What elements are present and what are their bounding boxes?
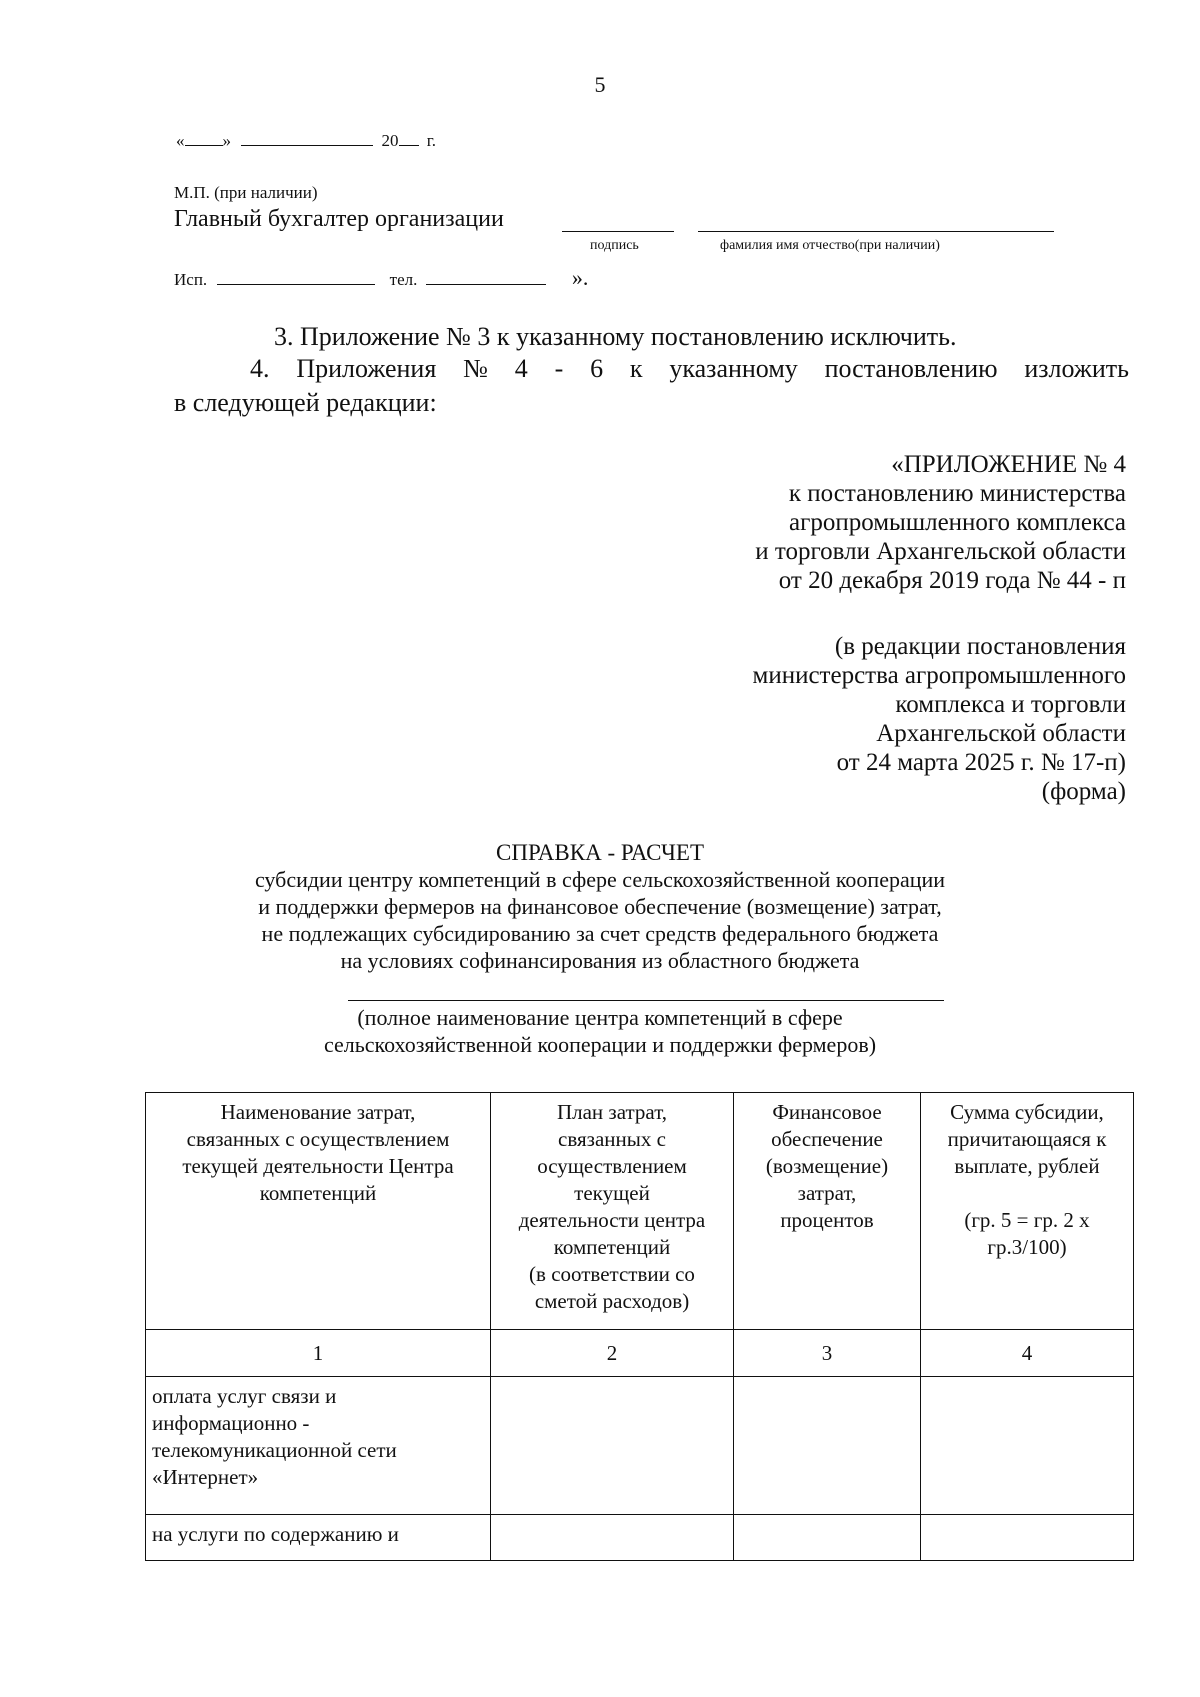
subsidy-amount-cell — [921, 1377, 1134, 1515]
header-financing-percent: Финансовое обеспечение (возмещение) затрат, процентов — [734, 1093, 921, 1330]
year-blank — [399, 144, 419, 146]
form-description-line: и поддержки фермеров на финансовое обеспечение (возмещение) затрат, — [258, 894, 942, 919]
caption-line: (полное наименование центра компетенций в сфере — [357, 1005, 843, 1030]
revision-note — [753, 632, 1127, 806]
p4-word: 4 — [514, 354, 528, 383]
month-blank — [241, 144, 373, 146]
year-suffix: г. — [426, 131, 437, 150]
executor-line — [174, 265, 588, 291]
form-description-line: субсидии центру компетенций в сфере сельскохозяйственной кооперации — [254, 867, 946, 892]
date-line — [176, 131, 436, 151]
column-number: 3 — [734, 1330, 921, 1377]
revision-line: (в редакции постановления — [834, 633, 1126, 660]
page-number: 5 — [594, 72, 606, 97]
appendix-line: к постановлению министерства — [788, 480, 1126, 507]
name-caption: фамилия имя отчество(при наличии) — [720, 238, 940, 253]
header-cost-plan: План затрат, связанных с осуществлением текущей деятельности центра компетенций (в соответствии со сметой расходов) — [491, 1093, 734, 1330]
p4-word: постановлению — [824, 354, 998, 383]
date-open-quote: « — [176, 131, 185, 150]
table-row — [146, 1515, 1134, 1561]
p4-word: № — [463, 354, 488, 383]
form-description — [0, 866, 1200, 974]
cost-plan-cell — [491, 1377, 734, 1515]
header-subsidy-amount: Сумма субсидии, причитающаяся к выплате, рублей (гр. 5 = гр. 2 х гр.3/100) — [921, 1093, 1134, 1330]
p4-word: указанному — [669, 354, 798, 383]
form-description-line: на условиях софинансирования из областного бюджета — [340, 948, 860, 973]
phone-blank — [426, 283, 546, 285]
table-header-row — [146, 1093, 1134, 1330]
organization-name-line — [348, 1000, 944, 1001]
cost-plan-cell — [491, 1515, 734, 1561]
organization-name-caption — [0, 1004, 1200, 1058]
p4-word: к — [629, 354, 643, 383]
financing-percent-cell — [734, 1515, 921, 1561]
appendix-line: агропромышленного комплекса — [788, 509, 1126, 536]
signature-line — [562, 231, 674, 232]
column-number: 1 — [146, 1330, 491, 1377]
accountant-label: Главный бухгалтер организации — [174, 206, 504, 232]
name-line — [698, 231, 1054, 232]
executor-blank — [217, 283, 375, 285]
form-label: (форма) — [1041, 778, 1126, 805]
revision-line: министерства агропромышленного — [752, 662, 1126, 689]
subsidy-amount-cell — [921, 1515, 1134, 1561]
column-number: 2 — [491, 1330, 734, 1377]
header-cost-name: Наименование затрат, связанных с осуществлением текущей деятельности Центра компетенций — [146, 1093, 491, 1330]
date-close-quote: » — [222, 131, 231, 150]
cost-name-cell: на услуги по содержанию и — [146, 1515, 491, 1561]
form-heading: СПРАВКА - РАСЧЕТ — [496, 840, 704, 865]
table-row — [146, 1377, 1134, 1515]
paragraph-4 — [250, 354, 1129, 384]
financing-percent-cell — [734, 1377, 921, 1515]
stamp-note: М.П. (при наличии) — [174, 183, 318, 202]
phone-label: тел. — [389, 270, 418, 289]
caption-line: сельскохозяйственной кооперации и поддержки фермеров) — [323, 1032, 877, 1057]
column-number: 4 — [921, 1330, 1134, 1377]
p4-word: Приложения — [296, 354, 437, 383]
closing-quote: ». — [571, 265, 589, 290]
appendix-line: от 20 декабря 2019 года № 44 - п — [778, 567, 1126, 594]
paragraph-3: 3. Приложение № 3 к указанному постановлению исключить. — [274, 322, 957, 351]
p4-word: 4. — [250, 354, 270, 383]
appendix-line: и торговли Архангельской области — [755, 538, 1126, 565]
executor-label: Исп. — [174, 270, 208, 289]
revision-line: от 24 марта 2025 г. № 17-п) — [836, 749, 1126, 776]
form-description-line: не подлежащих субсидированию за счет средств федерального бюджета — [261, 921, 939, 946]
year-prefix: 20 — [381, 131, 399, 150]
p4-word: - — [554, 354, 564, 383]
revision-line: Архангельской области — [876, 720, 1126, 747]
calculation-table — [145, 1092, 1134, 1561]
cost-name-cell: оплата услуг связи и информационно - телекомуникационной сети «Интернет» — [146, 1377, 491, 1515]
day-blank — [185, 144, 223, 146]
revision-line: комплекса и торговли — [895, 691, 1126, 718]
paragraph-4-continuation: в следующей редакции: — [174, 388, 437, 417]
signature-caption: подпись — [590, 238, 639, 253]
appendix-header — [755, 450, 1126, 595]
column-number-row — [146, 1330, 1134, 1377]
p4-word: 6 — [590, 354, 604, 383]
p4-word: изложить — [1024, 354, 1129, 383]
appendix-line: «ПРИЛОЖЕНИЕ № 4 — [891, 451, 1126, 478]
